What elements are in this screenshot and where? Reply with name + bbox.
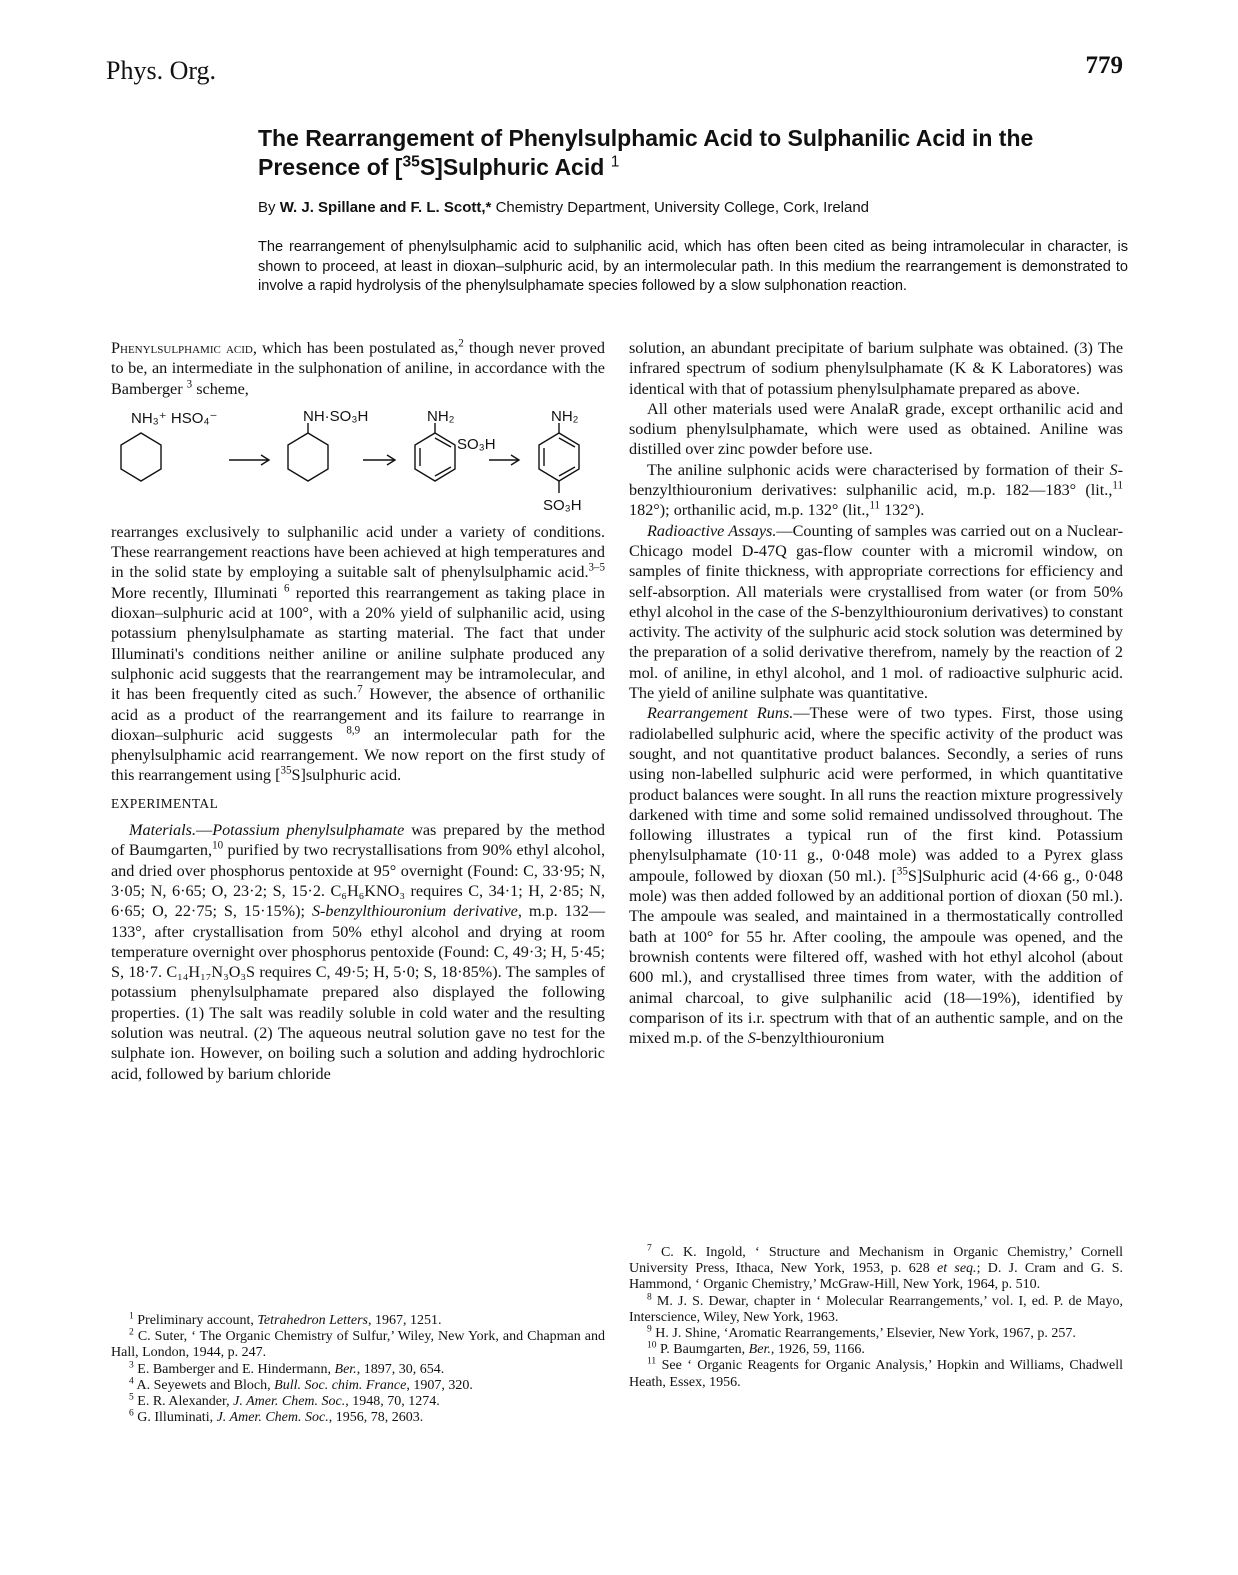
p2-text-f: S]sulphuric acid. xyxy=(291,766,402,785)
footnote-number: 1 xyxy=(129,1311,134,1322)
byline xyxy=(258,199,1133,216)
footnote-text: , 1948, 70, 1274. xyxy=(345,1394,440,1410)
benzene-ring-3 xyxy=(415,423,455,481)
arrow-icon xyxy=(363,455,395,465)
scheme-label-4-top: NH₂ xyxy=(551,407,579,425)
arrow-icon xyxy=(229,455,269,465)
footnote xyxy=(629,1342,1123,1358)
footnote-number: 9 xyxy=(647,1324,652,1335)
footnote-number: 11 xyxy=(647,1356,657,1367)
intro-text-c: scheme, xyxy=(192,379,249,398)
title-line-2b: S]Sulphuric Acid xyxy=(419,154,605,180)
footnote-text: E. Bamberger and E. Hindermann, xyxy=(137,1361,335,1377)
footnote-number: 2 xyxy=(129,1327,134,1338)
footnote xyxy=(629,1326,1123,1342)
p2-text-d: However, the absence of orthanilic acid as a product of the rearrangement and its failure to rearrange in dioxan–sulphuric acid suggests xyxy=(111,685,606,744)
runs-text-b: S]Sulphuric acid (4·66 g., 0·048 mole) was then added followed by an additional portion of dioxan (50 ml.). The ampoule was sealed, and maintained in a thermostatically controlled bath at 100° for 55 hr. After cooling, the ampoule was opened, and the brownish contents were filtered off, washed with hot ethyl alcohol (about 600 ml.), and crystallised three times from water, with the addition of animal charcoal, to give sulphanilic acid (18—19%), identified by comparison of its i.r. spectrum with that of an authentic sample, and on the mixed m.p. of the xyxy=(629,866,1123,1048)
p2-text-e: an intermolecular path for the phenylsulphamic acid rearrangement. We now report on the first study of this rearrangement using [ xyxy=(111,725,606,785)
p2-text-a: rearranges exclusively to sulphanilic acid under a variety of conditions. These rearrangement reactions have been achieved at high temperatures and in the solid state by employing a suitable salt of phenylsulphamic acid. xyxy=(111,522,605,582)
footnote-number: 6 xyxy=(129,1408,134,1419)
footnote-text: E. R. Alexander, xyxy=(137,1394,234,1410)
intro-text-a: which has been postulated as, xyxy=(256,339,459,357)
footnote-italic: Tetrahedron Letters xyxy=(257,1313,368,1328)
ref-11: 11 xyxy=(1112,479,1123,492)
footnote-text: H. J. Shine, ‘Aromatic Rearrangements,’ Elsevier, New York, 1967, p. 257. xyxy=(655,1326,1076,1342)
footnotes-left xyxy=(111,1313,605,1426)
footnote xyxy=(111,1394,605,1410)
intro-paragraph xyxy=(111,338,605,399)
footnote-text: M. J. S. Dewar, chapter in ‘ Molecular Rearrangements,’ vol. I, ed. P. de Mayo, Interscience, Wiley, New York, 1963. xyxy=(629,1293,1123,1325)
footnote-text: Preliminary account, xyxy=(137,1313,258,1328)
ref-3: 3 xyxy=(186,378,193,391)
footnote-text: , 1956, 78, 2603. xyxy=(328,1410,424,1426)
scheme-label-3-side: SO₃H xyxy=(457,435,496,453)
ref-3-5: 3–5 xyxy=(588,562,605,575)
scheme-label-2: NH·SO₃H xyxy=(303,407,369,425)
footnote-text: , 1907, 320. xyxy=(406,1377,473,1393)
footnote-italic: J. Amer. Chem. Soc. xyxy=(233,1394,346,1410)
materials-head: Materials. xyxy=(129,821,196,840)
abstract: The rearrangement of phenylsulphamic acid to sulphanilic acid, which has often been cited as being intramolecular in character, is shown to proceed, at least in dioxan–sulphuric acid, by an intermolecular path. In this medium the rearrangement is demonstrated to involve a rapid hydrolysis of the phenylsulphamate species followed by a slow sulphonation reaction. xyxy=(258,239,1128,294)
aniline-text-d: 132°). xyxy=(880,501,925,520)
radio-text-a: —Counting of samples was carried out on a Nuclear-Chicago model D-47Q gas-flow counter with a micromil window, on samples of finite thickness, with appropriate corrections for efficiency and self-absorption. All materials were crystallised from water (or from 50% ethyl alcohol in the case of the xyxy=(629,521,1123,621)
arrow-icon xyxy=(489,455,519,465)
intro-lead: Phenylsulphamic acid, xyxy=(111,339,257,357)
ref-8-9: 8,9 xyxy=(346,724,361,737)
footnote-number: 10 xyxy=(647,1340,657,1351)
benzene-ring-4 xyxy=(539,423,579,493)
runs-text-c: -benzylthiouronium xyxy=(755,1029,885,1048)
aniline-text-b: -benzylthiouronium derivatives: sulphanilic acid, m.p. 182—183° (lit., xyxy=(629,460,1123,500)
title-line-1: The Rearrangement of Phenylsulphamic Acid to Sulphanilic Acid in the xyxy=(258,125,1034,151)
scheme-label-4-bottom: SO₃H xyxy=(543,496,582,514)
footnote-text: P. Baumgarten, xyxy=(660,1342,749,1358)
radio-head: Radioactive Assays. xyxy=(647,521,777,540)
byline-authors: W. J. Spillane and F. L. Scott,* xyxy=(279,199,492,216)
byline-affiliation: Chemistry Department, University College, Cork, Ireland xyxy=(495,199,870,216)
footnote xyxy=(111,1359,605,1378)
isotope-35: 35 xyxy=(896,865,908,878)
materials-text-b: purified by two recrystallisations from 90% ethyl alcohol, and dried over phosphorus pentoxide at 95° overnight (Found: C, 33·95; N, 3·05; N, 6·65; O, 23·2; S, 15·2. C₆H₆KNO₃ requires C, 34·1; H, 2·85; N, 6·65; O, 22·75; S, 15·15%); xyxy=(111,841,605,921)
left-column xyxy=(111,338,605,1084)
footnote-italic: et seq. xyxy=(937,1261,977,1277)
runs-text-a: —These were of two types. First, those using radiolabelled sulphuric acid, where the specific activity of the product was sought, and not quantitative product balances. Secondly, a series of runs using non-labelled sulphuric acid were performed, in which quantitative product balances were sought. In all runs the reaction mixture progressively darkened with time and some solid remained undissolved throughout. The following illustrates a typical run of the first kind. Potassium phenylsulphamate (10·11 g., 0·048 mole) was added to a Pyrex glass ampoule, followed by dioxan (50 ml.). [ xyxy=(629,704,1123,885)
benzene-ring-1 xyxy=(121,433,161,481)
footnote xyxy=(111,1378,605,1394)
page-number: 779 xyxy=(1085,52,1123,79)
byline-by: By xyxy=(258,199,276,216)
intro-text-b: though never proved to be, an intermediate in the sulphonation of aniline, in accordance with the Bamberger xyxy=(111,339,606,398)
materials-derivative: S-benzylthiouronium derivative xyxy=(311,902,518,921)
radio-text-b: -benzylthiouronium derivatives) to constant activity. The activity of the sulphuric acid stock solution was determined by the preparation of a solid derivative therefrom, namely by the reaction of 2 mol. of aniline, in ethyl alcohol, and 1 mol. of radioactive sulphuric acid. The yield of aniline sulphate was quantitative. xyxy=(629,602,1123,703)
ref-7: 7 xyxy=(357,683,363,696)
footnote xyxy=(629,1358,1123,1390)
scheme-label-1: NH₃⁺ HSO₄⁻ xyxy=(131,409,218,427)
benzene-ring-2 xyxy=(288,423,328,481)
footnote-number: 4 xyxy=(129,1376,134,1387)
footnote xyxy=(111,1329,605,1361)
footnote-text: G. Illuminati, xyxy=(137,1410,217,1426)
footnote-text: , 1967, 1251. xyxy=(368,1313,442,1328)
materials-text-c: , m.p. 132—133°, after crystallisation from 50% ethyl alcohol and drying at room temperature overnight over phosphorus pentoxide (Found: C, 49·3; H, 5·45; S, 18·7. C₁₄H₁₇N₃O₃S requires C, 49·5; H, 5·0; S, 18·85%). The samples of potassium phenylsulphamate prepared also displayed the following properties. (1) The salt was readily soluble in cold water and the resulting solution was neutral. (2) The aqueous neutral solution gave no test for the sulphate ion. However, on boiling such a solution and adding hydrochloric acid, followed by barium chloride xyxy=(111,902,606,1083)
aniline-text-a: The aniline sulphonic acids were characterised by formation of their xyxy=(647,460,1110,479)
section-heading-experimental: EXPERIMENTAL xyxy=(111,795,219,811)
footnote-text: A. Seyewets and Bloch, xyxy=(136,1377,275,1393)
ref-11: 11 xyxy=(869,499,881,512)
paragraph-continued: solution, an abundant precipitate of barium sulphate was obtained. (3) The infrared spectrum of sodium phenylsulphamate (K & K Laboratores) was identical with that of potassium phenylsulphamate prepared as above. xyxy=(629,339,1123,398)
footnote xyxy=(111,1410,605,1426)
scheme-label-3-top: NH₂ xyxy=(427,407,455,425)
footnote-italic: Ber. xyxy=(748,1342,771,1358)
footnote xyxy=(629,1291,1123,1326)
ref-2: 2 xyxy=(458,337,464,350)
ref-10: 10 xyxy=(212,839,224,852)
p2-text-b: More recently, Illuminati xyxy=(111,583,284,602)
p2-text-c: reported this rearrangement as taking place in dioxan–sulphuric acid at 100°, with a 20% yield of sulphanilic acid, using potassium phenylsulphamate as starting material. The fact that under Illuminati's conditions neither aniline or aniline sulphate produced any sulphonic acid suggests that the rearrangement may be intramolecular, and it has been frequently cited as such. xyxy=(111,583,606,704)
footnote-italic: Ber. xyxy=(334,1361,357,1377)
ref-6: 6 xyxy=(283,582,290,595)
footnote-number: 5 xyxy=(129,1392,134,1403)
materials-compound: Potassium phenylsulphamate xyxy=(212,821,405,840)
materials-dash: — xyxy=(196,821,213,840)
title-line-2a: Presence of [ xyxy=(258,154,403,180)
footnote-number: 8 xyxy=(647,1291,652,1302)
paragraph-materials xyxy=(111,820,605,1084)
footnote-text: , 1897, 30, 654. xyxy=(356,1361,445,1377)
paragraph-rearranges xyxy=(111,522,605,786)
paragraph-aniline-sulphonic xyxy=(629,460,1123,521)
runs-head: Rearrangement Runs. xyxy=(647,704,794,723)
footnote-italic: J. Amer. Chem. Soc. xyxy=(216,1410,329,1426)
footnote-italic: Bull. Soc. chim. France xyxy=(274,1377,407,1393)
aniline-text-c: 182°); orthanilic acid, m.p. 132° (lit., xyxy=(629,501,870,520)
footnote-number: 3 xyxy=(129,1359,134,1370)
footnote-number: 7 xyxy=(647,1243,652,1254)
footnotes-right xyxy=(629,1245,1123,1391)
paragraph-other-materials: All other materials used were AnalaR grade, except orthanilic acid and sodium phenylsulphamate, which were used as obtained. Aniline was distilled over zinc powder before use. xyxy=(629,399,1123,459)
footnote-text: C. K. Ingold, ‘ Structure and Mechanism in Organic Chemistry,’ Cornell University Press, Ithaca, New York, 1953, p. 628 xyxy=(629,1245,1124,1277)
footnote-text: , 1926, 59, 1166. xyxy=(770,1342,865,1358)
right-column xyxy=(629,338,1123,1048)
footnote xyxy=(111,1313,605,1329)
title-footnote-ref: 1 xyxy=(610,153,620,171)
footnote xyxy=(629,1245,1123,1294)
footnote-text: See ‘ Organic Reagents for Organic Analysis,’ Hopkin and Williams, Chadwell Heath, Essex, 1956. xyxy=(629,1358,1124,1390)
running-head: Phys. Org. xyxy=(106,56,217,85)
paragraph-rearrangement-runs xyxy=(629,703,1123,1048)
runs-s: S xyxy=(747,1029,756,1048)
isotope-35: 35 xyxy=(280,765,292,778)
title-isotope: 35 xyxy=(402,153,420,171)
radio-s: S xyxy=(831,602,840,621)
aniline-s: S xyxy=(1109,460,1118,479)
footnote-text: ; D. J. Cram and G. S. Hammond, ‘ Organic Chemistry,’ McGraw-Hill, New York, 1964, p. 510. xyxy=(629,1261,1123,1293)
paragraph-radioactive-assays xyxy=(629,521,1123,704)
article-title xyxy=(258,124,1133,182)
reaction-scheme xyxy=(111,403,605,519)
footnote-text: C. Suter, ‘ The Organic Chemistry of Sulfur,’ Wiley, New York, and Chapman and Hall, London, 1944, p. 247. xyxy=(111,1329,606,1361)
materials-text-a: was prepared by the method of Baumgarten, xyxy=(111,821,605,860)
